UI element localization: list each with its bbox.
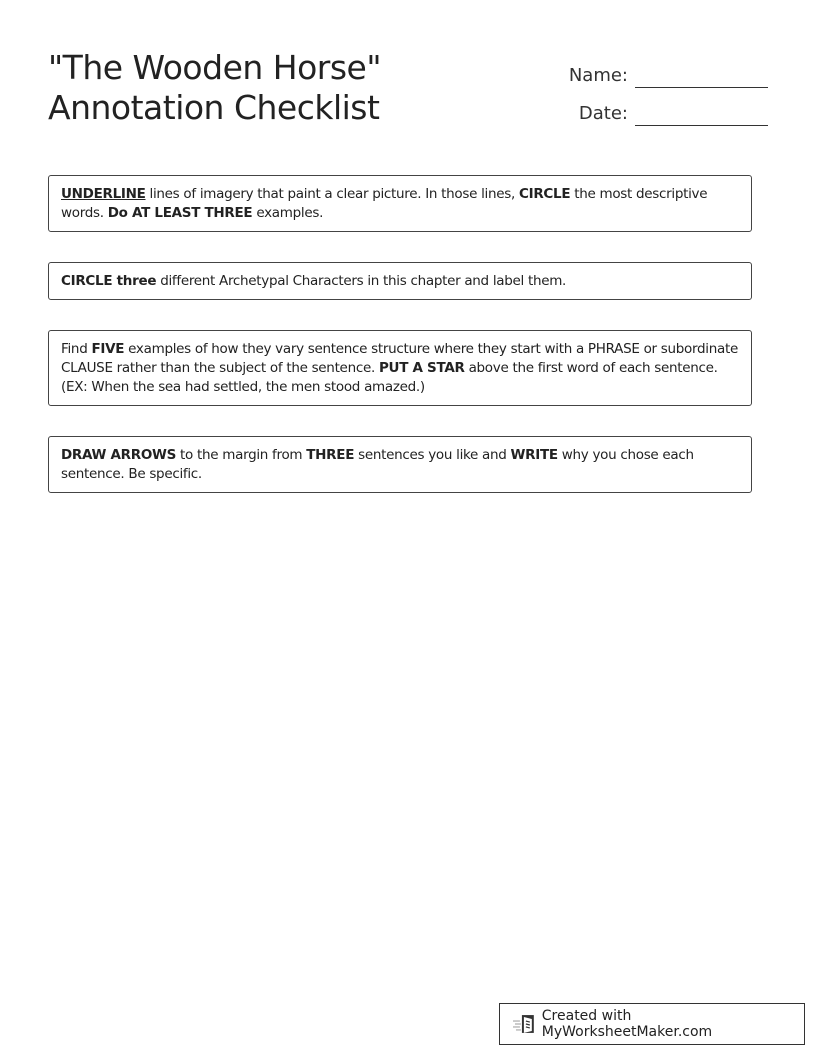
task-4-part-2: to the margin from [176,447,307,463]
task-1-part-3: CIRCLE [518,186,571,202]
name-label: Name: [568,65,628,86]
date-field[interactable] [635,99,768,126]
task-4-part-4: sentences you like and [354,447,511,463]
task-box-3 [48,330,752,406]
task-box-1 [48,175,752,232]
task-3-part-1: Find [61,341,92,357]
task-2-part-2: different Archetypal Characters in this chapter and label them. [156,273,567,289]
task-1-part-4: the most descriptive words. [61,186,708,221]
page-title: "The Wooden Horse" Annotation Checklist [48,48,382,127]
student-info-fields [560,50,770,126]
task-3-part-3: examples of how they vary sentence structure where they start with a PHRASE or subordinate CLAUSE rather than the subject of the sentence. [61,341,738,376]
name-field-row [560,50,770,88]
worksheet-logo-icon [512,1013,538,1035]
task-1-part-1: UNDERLINE [61,186,146,202]
date-field-row [560,88,770,126]
task-4-part-1: DRAW ARROWS [61,447,177,463]
task-4-part-3: THREE [306,447,355,463]
footer-credit[interactable] [499,1003,805,1045]
name-field[interactable] [635,61,768,88]
task-2-part-1: CIRCLE three [61,273,157,289]
date-label: Date: [578,103,628,124]
task-4-part-6: why you chose each sentence. Be specific. [61,447,694,482]
task-1-part-6: examples. [252,205,324,221]
task-1-part-5: Do AT LEAST THREE [107,205,253,221]
task-box-4 [48,436,752,493]
task-1-part-2: lines of imagery that paint a clear picture. In those lines, [145,186,519,202]
task-4-part-5: WRITE [510,447,558,463]
task-3-part-4: PUT A STAR [378,360,465,376]
task-3-part-5: above the first word of each sentence. (EX: When the sea had settled, the men stood amazed.) [61,360,718,395]
task-box-2 [48,262,752,300]
footer-text: Created with MyWorksheetMaker.com [541,1008,713,1040]
task-3-part-2: FIVE [91,341,125,357]
